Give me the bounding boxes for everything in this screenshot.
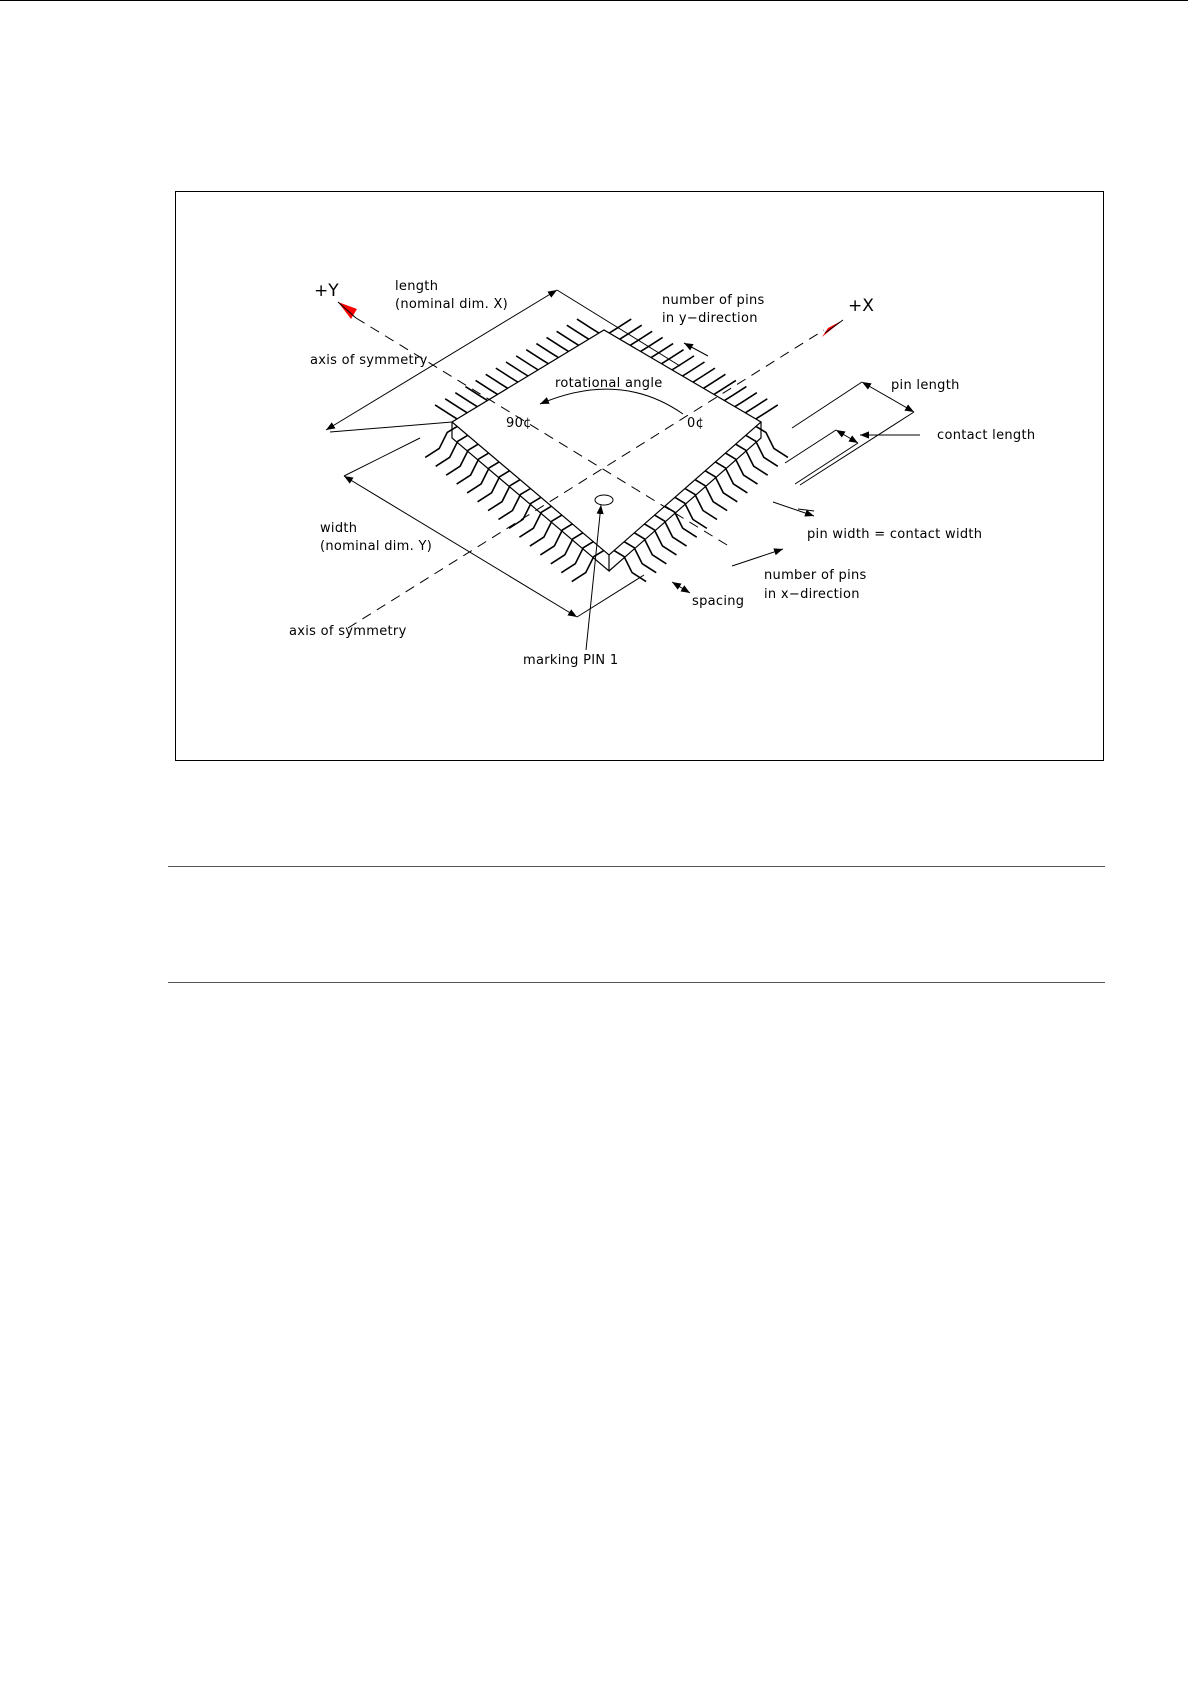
package-body [452, 330, 761, 571]
pin-width-dimension [773, 502, 814, 516]
angle-90-label: 90¢ [506, 416, 532, 431]
separator-rule-upper [168, 866, 1105, 867]
pin-back-right [630, 331, 652, 345]
pin-front-left [572, 551, 604, 582]
pin-back-right [735, 393, 757, 407]
axis-of-symmetry-bottom-label: axis of symmetry [289, 624, 407, 639]
separator-rule-lower [168, 982, 1105, 983]
pins-x-label-line2: in x−direction [764, 587, 860, 602]
length-label-line1: length [395, 279, 439, 294]
pin-length-label: pin length [891, 378, 960, 393]
pins-x-label-line1: number of pins [764, 568, 867, 583]
marking-pin1-label: marking PIN 1 [523, 653, 619, 668]
plus-x-label: +X [848, 296, 874, 316]
plus-y-label: +Y [314, 281, 339, 301]
pins-y-direction-arrow [684, 343, 708, 356]
pin-back-right [703, 374, 725, 388]
rotational-angle-label: rotational angle [555, 376, 663, 391]
pins-x-direction-arrow [732, 549, 783, 566]
pin-back-right [724, 387, 746, 401]
contact-length-label: contact length [937, 428, 1036, 443]
pin-back-left [445, 399, 467, 413]
width-label-line2: (nominal dim. Y) [320, 539, 433, 554]
pins-y-label-line2: in y−direction [662, 311, 758, 326]
pin-back-left [536, 344, 558, 358]
pin-back-left [557, 331, 579, 345]
pin-back-right [683, 362, 705, 376]
pin-back-left [547, 337, 569, 351]
pin-back-left [506, 362, 528, 376]
pin-back-right [609, 319, 631, 333]
pin-back-right [756, 405, 778, 419]
width-label-line1: width [320, 521, 358, 536]
pin-back-right [745, 399, 767, 413]
pin-back-left [476, 380, 498, 394]
length-label-line2: (nominal dim. X) [395, 297, 509, 312]
pin-back-left [496, 368, 518, 382]
pin-back-left [567, 325, 589, 339]
pins-y-label-line1: number of pins [662, 293, 765, 308]
qfp-package-diagram [0, 0, 1188, 800]
pin-back-left [526, 350, 548, 364]
pin-back-left [486, 374, 508, 388]
pin-back-right [620, 325, 642, 339]
pin-back-left [455, 393, 477, 407]
pin-back-right [641, 337, 663, 351]
contact-length-dimension [836, 430, 858, 443]
pin-back-left [516, 356, 538, 370]
pin-back-left [465, 387, 487, 401]
pin-back-left [577, 319, 599, 333]
pin-width-label: pin width = contact width [807, 527, 983, 542]
pin-back-right [693, 368, 715, 382]
pin-back-left [435, 405, 457, 419]
axis-of-symmetry-top-label: axis of symmetry [310, 353, 428, 368]
spacing-dimension [672, 582, 690, 593]
spacing-label: spacing [692, 594, 745, 609]
angle-0-label: 0¢ [687, 416, 705, 431]
package-top-face [452, 330, 761, 555]
